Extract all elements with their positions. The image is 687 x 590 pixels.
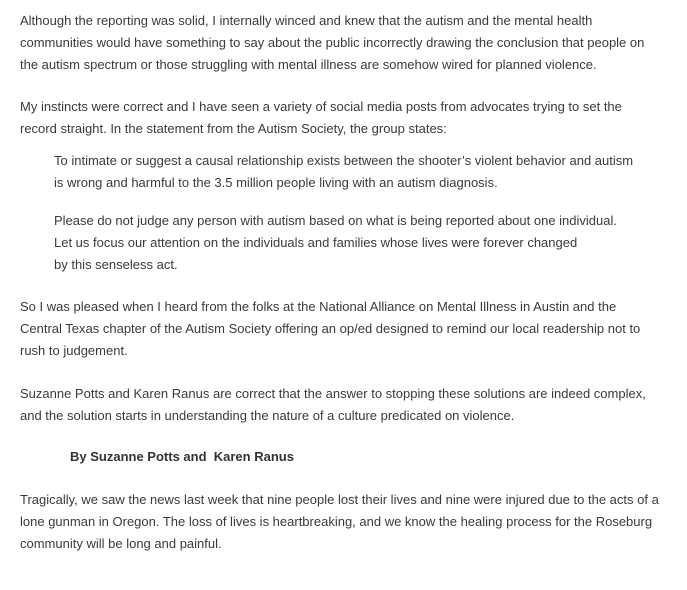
paragraph-line: and the solution starts in understanding the nature of a culture predicated on violence.: [20, 408, 515, 423]
paragraph-line: communities would have something to say about the public incorrectly drawing the conclusion that people on: [20, 35, 645, 50]
paragraph-line: the autism spectrum or those struggling with mental illness are somehow wired for planned violence.: [20, 57, 597, 72]
article-body: [20, 10, 685, 555]
paragraph-line: rush to judgement.: [20, 343, 128, 358]
quote-line: Please do not judge any person with autism based on what is being reported about one individual.: [54, 213, 617, 228]
quote-line: by this senseless act.: [54, 257, 178, 272]
paragraph-line: Although the reporting was solid, I internally winced and knew that the autism and the mental health: [20, 13, 593, 28]
paragraph-line: Suzanne Potts and Karen Ranus are correct that the answer to stopping these solutions are indeed complex,: [20, 386, 646, 401]
paragraph-reporting-reaction: [20, 10, 685, 76]
blockquote-autism-society-1: [20, 150, 685, 194]
blockquote-autism-society-2: [20, 210, 685, 276]
quote-line: Let us focus our attention on the individuals and families whose lives were forever changed: [54, 235, 578, 250]
quote-line: To intimate or suggest a causal relationship exists between the shooter’s violent behavior and autism: [54, 153, 634, 168]
quote-line: is wrong and harmful to the 3.5 million people living with an autism diagnosis.: [54, 175, 498, 190]
paragraph-line: Tragically, we saw the news last week that nine people lost their lives and nine were injured due to the acts of a: [20, 492, 659, 507]
paragraph-line: community will be long and painful.: [20, 536, 222, 551]
byline: By Suzanne Potts and Karen Ranus: [70, 449, 294, 464]
paragraph-line: My instincts were correct and I have seen a variety of social media posts from advocates trying to set the: [20, 99, 622, 114]
paragraph-authors-correct: [20, 383, 685, 427]
paragraph-nami-austin: [20, 296, 685, 362]
paragraph-line: record straight. In the statement from the Autism Society, the group states:: [20, 121, 447, 136]
paragraph-oregon-tragedy: [20, 489, 685, 555]
paragraph-social-media: [20, 96, 685, 140]
paragraph-line: So I was pleased when I heard from the folks at the National Alliance on Mental Illness in Austin and the: [20, 299, 617, 314]
paragraph-line: lone gunman in Oregon. The loss of lives is heartbreaking, and we know the healing process for the Roseburg: [20, 514, 653, 529]
paragraph-line: Central Texas chapter of the Autism Society offering an op/ed designed to remind our local readership not to: [20, 321, 641, 336]
